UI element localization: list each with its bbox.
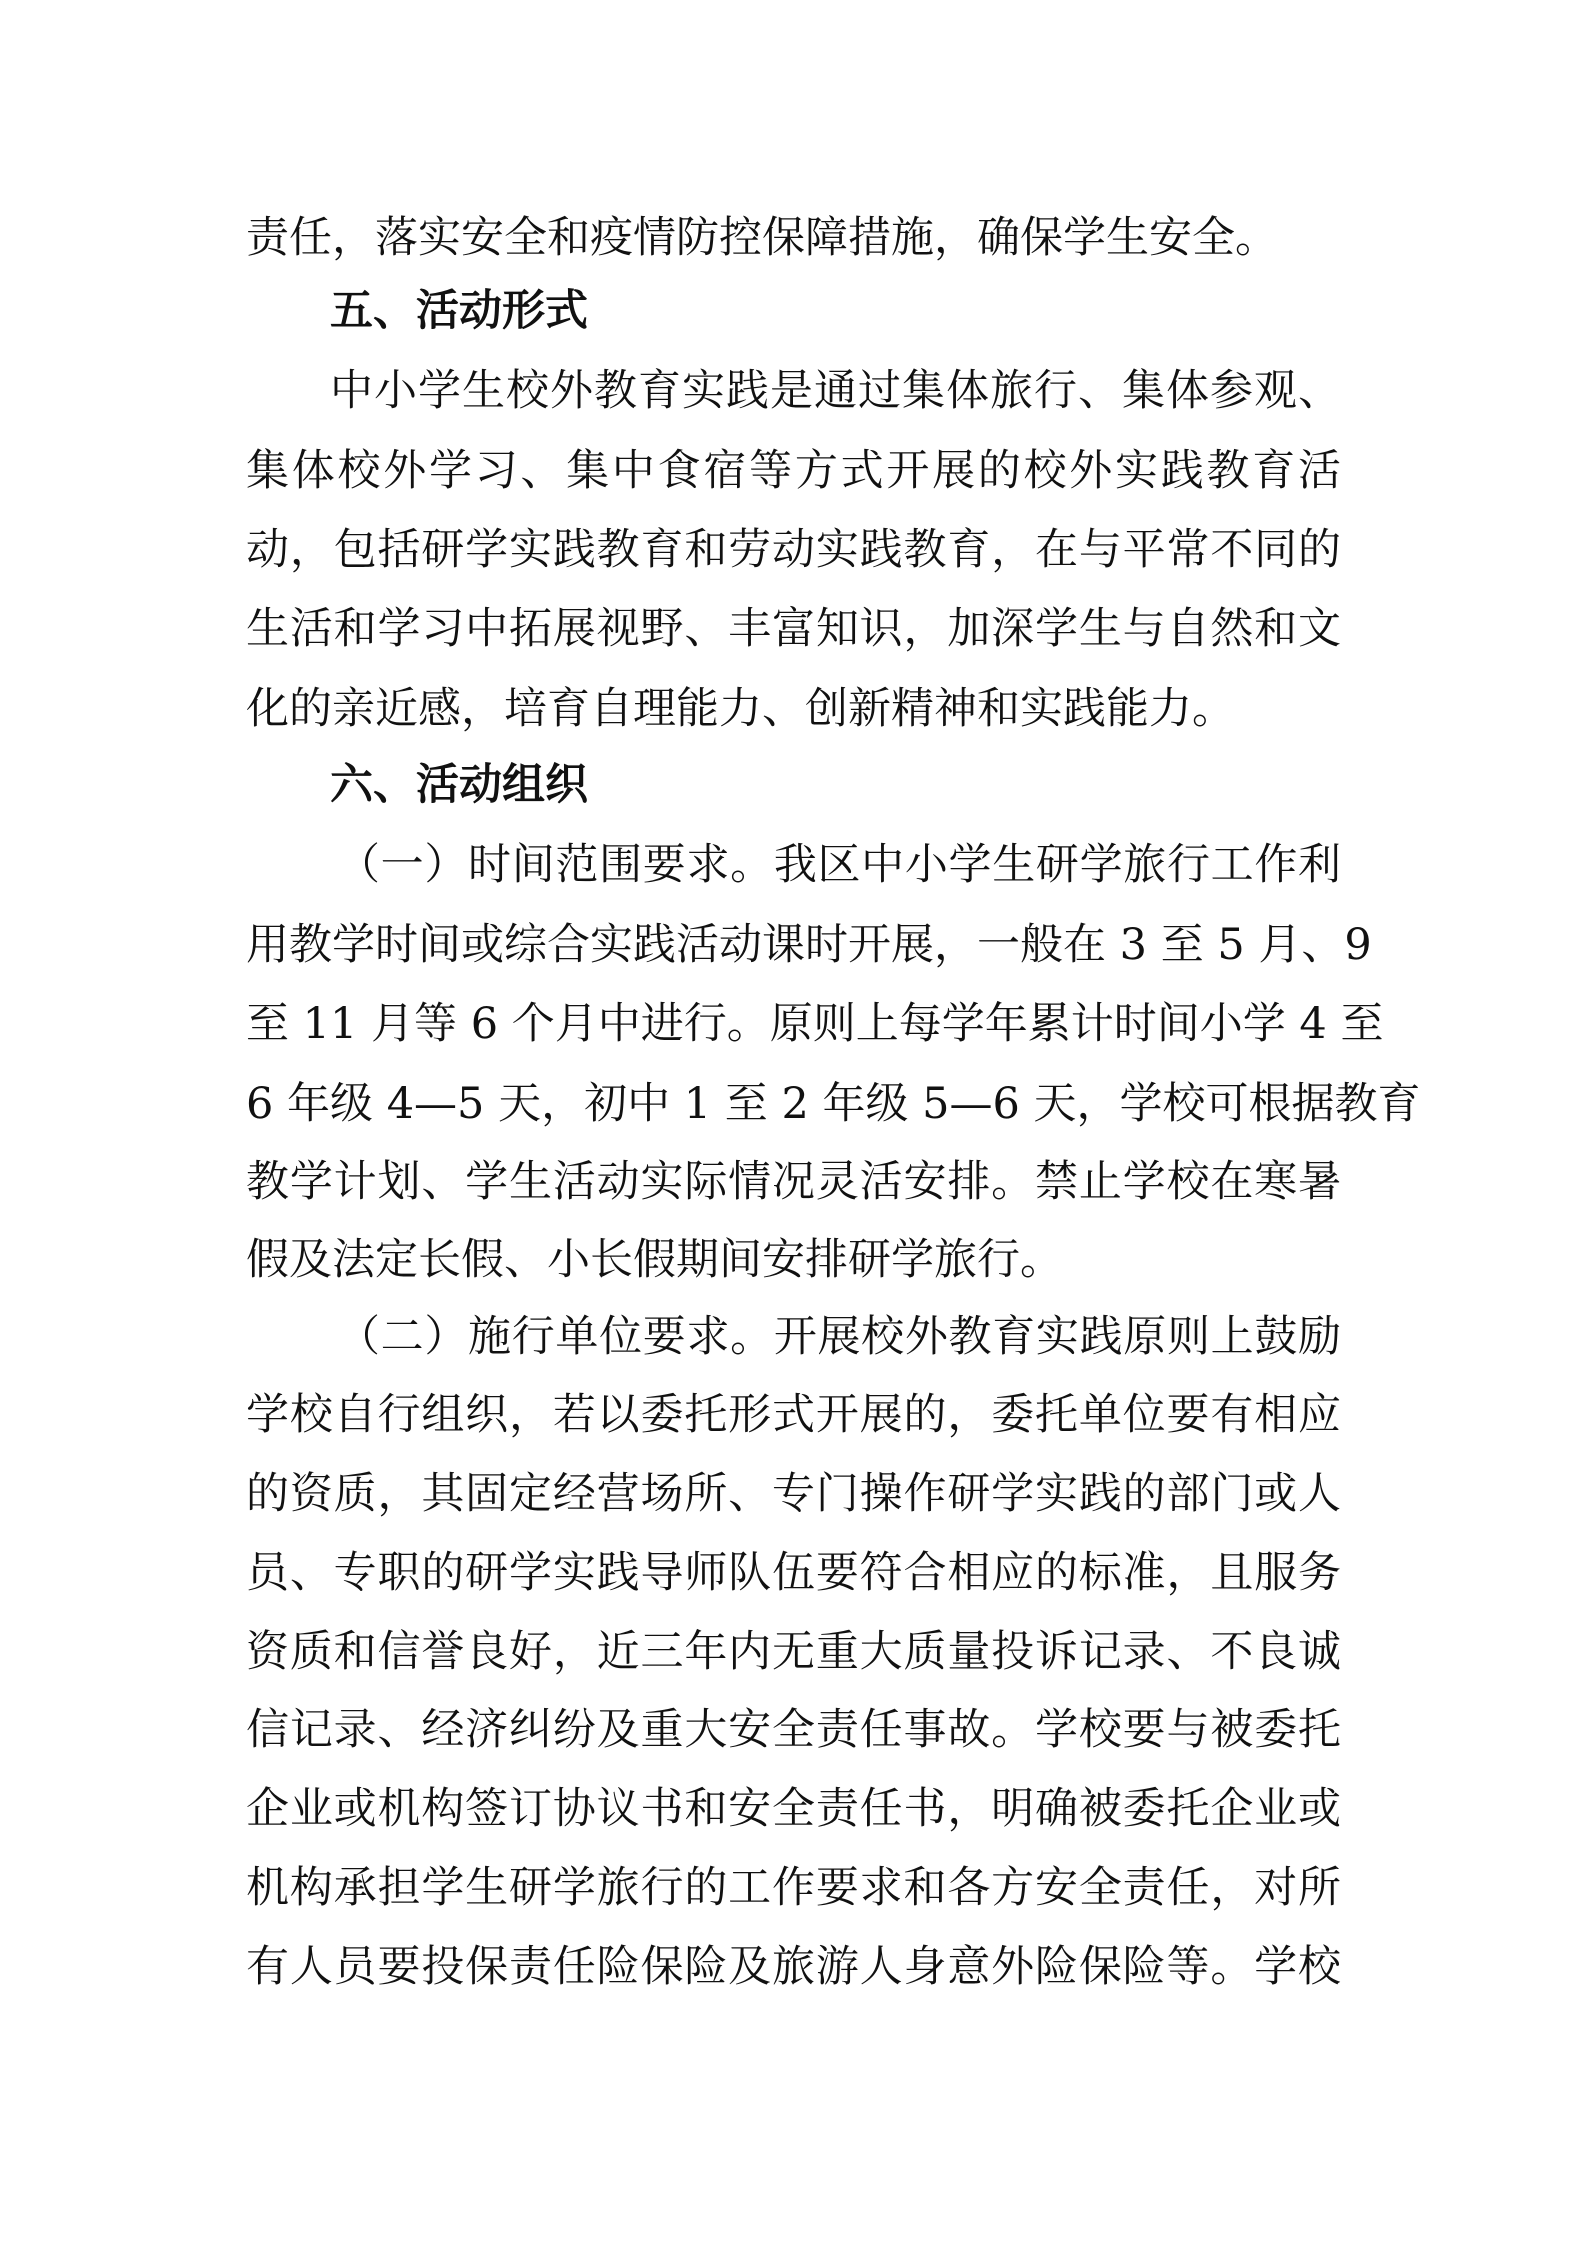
paragraph-line: 的资质，其固定经营场所、专门操作研学实践的部门或人 — [246, 1469, 1341, 1519]
paragraph-line: （二）施行单位要求。开展校外教育实践原则上鼓励 — [337, 1312, 1341, 1362]
paragraph-line: 机构承担学生研学旅行的工作要求和各方安全责任，对所 — [246, 1863, 1341, 1913]
section-heading: 五、活动形式 — [330, 286, 588, 336]
paragraph-line: 至 11 月等 6 个月中进行。原则上每学年累计时间小学 4 至 — [246, 999, 1384, 1049]
paragraph-line: 假及法定长假、小长假期间安排研学旅行。 — [246, 1235, 1063, 1285]
paragraph-line: 化的亲近感，培育自理能力、创新精神和实践能力。 — [246, 684, 1235, 734]
paragraph-line: 用教学时间或综合实践活动课时开展，一般在 3 至 5 月、9 — [246, 920, 1372, 970]
paragraph-line: 教学计划、学生活动实际情况灵活安排。禁止学校在寒暑 — [246, 1157, 1341, 1207]
paragraph-line: 信记录、经济纠纷及重大安全责任事故。学校要与被委托 — [246, 1705, 1341, 1755]
section-heading: 六、活动组织 — [330, 760, 588, 810]
paragraph-line: 企业或机构签订协议书和安全责任书，明确被委托企业或 — [246, 1784, 1341, 1834]
paragraph-line: 6 年级 4—5 天，初中 1 至 2 年级 5—6 天，学校可根据教育 — [246, 1079, 1421, 1129]
paragraph-line: 集体校外学习、集中食宿等方式开展的校外实践教育活 — [246, 446, 1341, 496]
paragraph-line: （一）时间范围要求。我区中小学生研学旅行工作利 — [337, 840, 1341, 890]
paragraph-line: 责任，落实安全和疫情防控保障措施，确保学生安全。 — [246, 213, 1278, 263]
paragraph-line: 员、专职的研学实践导师队伍要符合相应的标准，且服务 — [246, 1548, 1341, 1598]
paragraph-line: 生活和学习中拓展视野、丰富知识，加深学生与自然和文 — [246, 604, 1341, 654]
paragraph-line: 动，包括研学实践教育和劳动实践教育，在与平常不同的 — [246, 525, 1341, 575]
paragraph-line: 中小学生校外教育实践是通过集体旅行、集体参观、 — [330, 366, 1341, 416]
paragraph-line: 学校自行组织，若以委托形式开展的，委托单位要有相应 — [246, 1390, 1341, 1440]
paragraph-line: 有人员要投保责任险保险及旅游人身意外险保险等。学校 — [246, 1942, 1341, 1992]
paragraph-line: 资质和信誉良好，近三年内无重大质量投诉记录、不良诚 — [246, 1627, 1341, 1677]
